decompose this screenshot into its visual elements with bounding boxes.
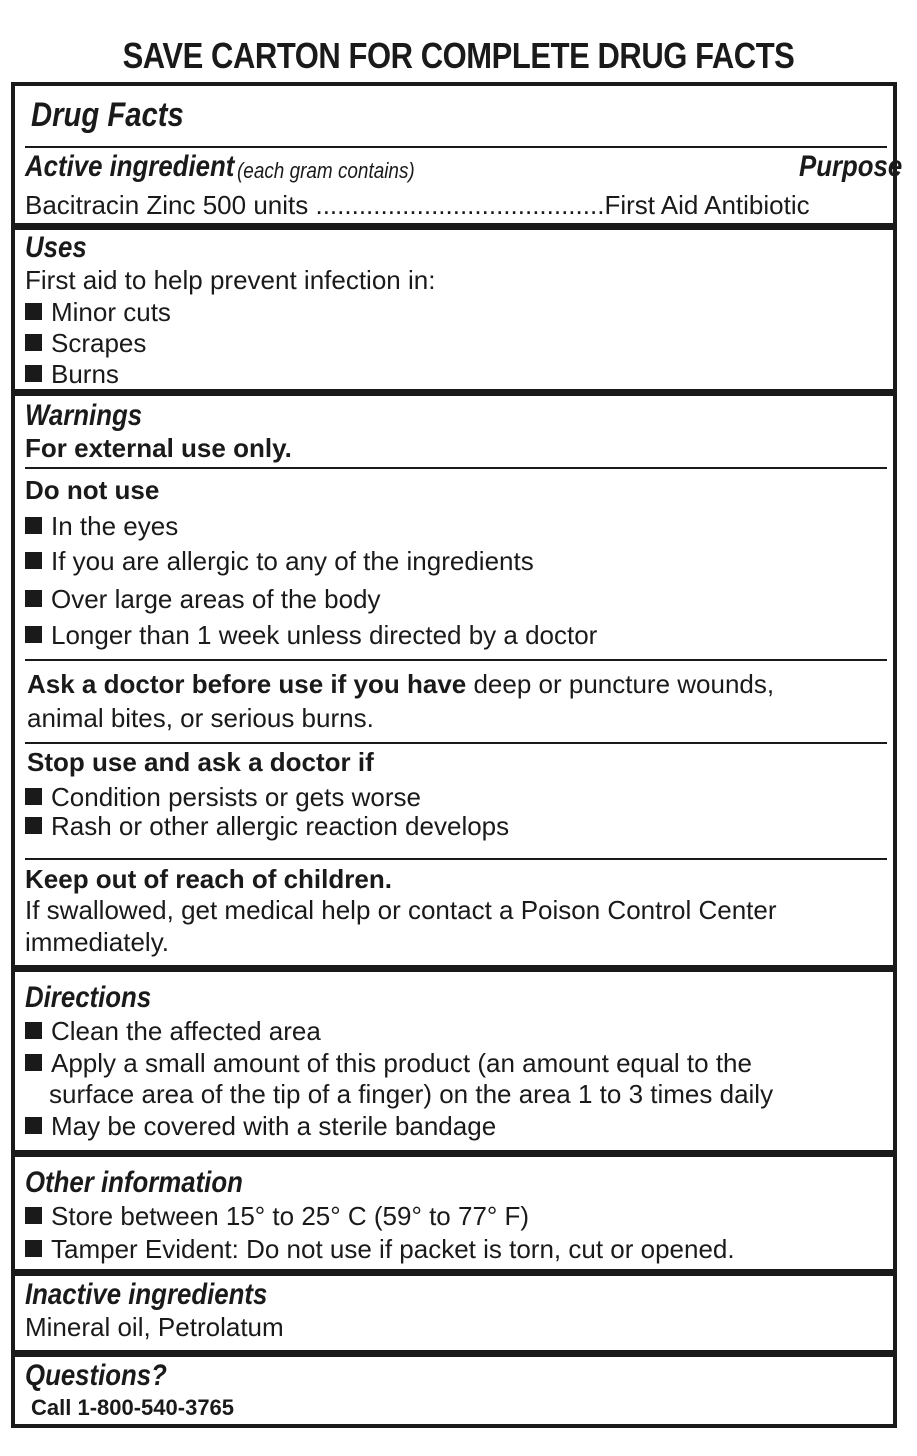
keep-out-heading: Keep out of reach of children. [25,864,392,894]
active-ingredient-note: (each gram contains) [237,158,415,183]
do-not-use-item: Over large areas of the body [25,583,381,615]
do-not-use-heading: Do not use [25,475,160,505]
warnings-divider [25,742,887,744]
drug-facts-panel [11,82,903,1428]
warnings-divider [25,659,887,661]
section-divider [15,1150,893,1157]
active-ingredient-name: Bacitracin Zinc 500 units [25,190,309,220]
uses-heading: Uses [25,231,87,264]
active-ingredient-purpose: First Aid Antibiotic [604,190,810,220]
warnings-heading: Warnings [25,399,143,432]
directions-item: Clean the affected area [25,1015,321,1047]
do-not-use-item: Longer than 1 week unless directed by a doctor [25,619,597,651]
directions-item: Apply a small amount of this product (an amount equal to the [25,1047,752,1079]
stop-use-heading: Stop use and ask a doctor if [27,747,374,777]
other-info-item: Tamper Evident: Do not use if packet is torn, cut or opened. [25,1233,735,1265]
ask-doctor-line1 [27,668,774,700]
keep-out-line1: If swallowed, get medical help or contact a Poison Control Center [25,895,777,925]
drug-facts-title: Drug Facts [31,96,184,134]
directions-item-continued: surface area of the tip of a finger) on the area 1 to 3 times daily [49,1079,774,1109]
other-info-item: Store between 15° to 25° C (59° to 77° F) [25,1200,529,1232]
warnings-divider [25,467,887,469]
stop-use-item: Rash or other allergic reaction develops [25,810,509,842]
title-divider [25,146,887,148]
ask-doctor-line2: animal bites, or serious burns. [27,703,374,733]
keep-out-line2: immediately. [25,927,170,957]
section-divider [15,223,893,230]
other-info-heading: Other information [25,1166,243,1199]
section-divider [15,1269,893,1276]
uses-item-minor-cuts: Minor cuts [25,296,171,328]
active-ingredient-line [25,189,810,221]
uses-item-burns: Burns [25,358,119,390]
uses-intro: First aid to help prevent infection in: [25,265,436,295]
section-divider [15,1350,893,1357]
inactive-ingredients-text: Mineral oil, Petrolatum [25,1312,284,1342]
uses-item-scrapes: Scrapes [25,327,146,359]
ask-doctor-bold: Ask a doctor before use if you have [27,669,467,699]
section-divider [15,965,893,972]
active-ingredient-heading-row [25,150,268,184]
section-divider [15,389,893,396]
do-not-use-item: In the eyes [25,510,178,542]
active-ingredient-heading: Active ingredient [25,150,235,183]
directions-heading: Directions [25,981,152,1014]
ask-doctor-rest: deep or puncture wounds, [466,669,775,699]
external-use-only: For external use only. [25,433,292,463]
stop-use-item: Condition persists or gets worse [25,781,421,813]
inactive-ingredients-heading: Inactive ingredients [25,1278,268,1311]
save-carton-header: SAVE CARTON FOR COMPLETE DRUG FACTS [122,35,795,76]
warnings-divider [25,858,887,860]
leader-dots: ........................................ [315,190,605,220]
questions-phone: Call 1-800-540-3765 [31,1395,235,1420]
directions-item: May be covered with a sterile bandage [25,1110,496,1142]
do-not-use-item: If you are allergic to any of the ingredients [25,545,534,577]
questions-heading: Questions? [25,1359,167,1392]
purpose-heading: Purpose [799,150,903,183]
